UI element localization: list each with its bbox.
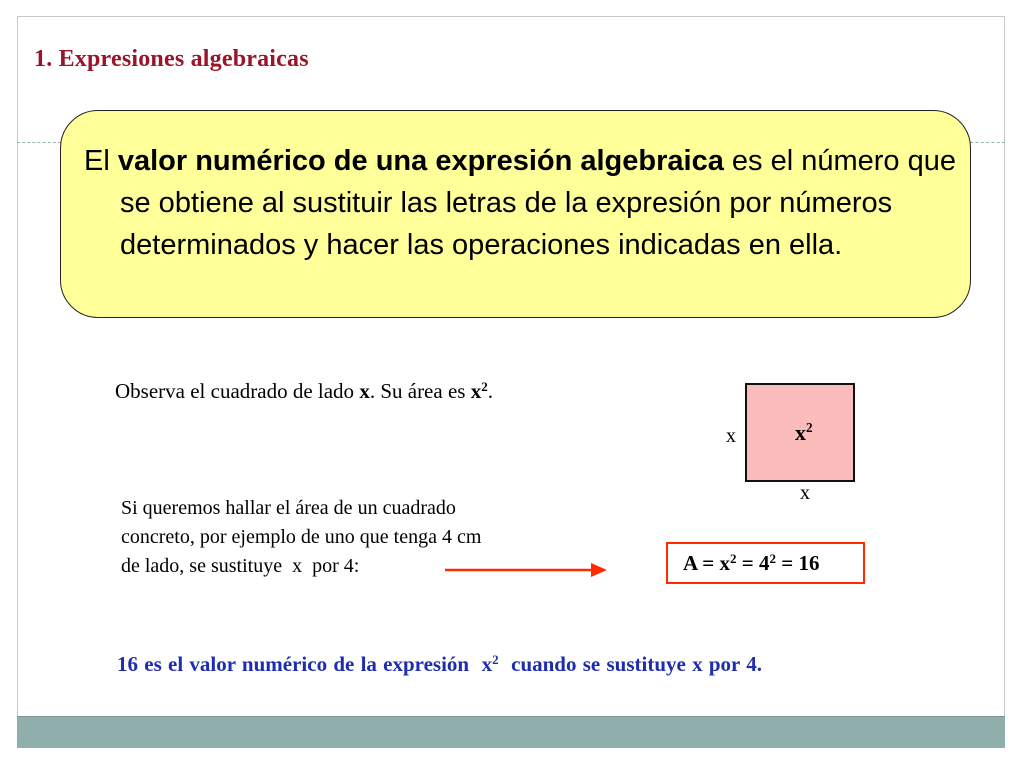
observe-end: . bbox=[487, 379, 493, 404]
observe-sentence bbox=[115, 379, 493, 404]
slide-title: 1. Expresiones algebraicas bbox=[34, 46, 309, 72]
square-area-exponent: 2 bbox=[806, 420, 813, 436]
conclusion-before: 16 es el valor numérico de la expresión x bbox=[117, 652, 493, 677]
arrow-right-icon bbox=[445, 560, 607, 580]
substitution-line-2: concreto, por ejemplo de uno que tenga 4 cm bbox=[121, 526, 482, 548]
observe-text: Observa el cuadrado de lado bbox=[115, 379, 360, 404]
conclusion-after: cuando se sustituye x por 4. bbox=[498, 652, 762, 677]
definition-rest: es el número que se obtiene al sustituir las letras de la expresión por números determinados y hacer las operaciones indicadas en ella. bbox=[120, 145, 956, 261]
observe-area-base: x bbox=[470, 379, 482, 404]
square-area-label bbox=[795, 420, 813, 446]
observe-area-exponent: 2 bbox=[481, 379, 488, 394]
slide-footer-bar bbox=[17, 716, 1005, 748]
observe-variable: x bbox=[359, 379, 370, 404]
formula bbox=[683, 551, 819, 576]
observe-mid: . Su área es bbox=[369, 379, 471, 404]
definition-text bbox=[84, 140, 980, 266]
definition-term: valor numérico de una expresión algebraica bbox=[117, 145, 724, 177]
substitution-line-1: Si queremos hallar el área de un cuadrado bbox=[121, 497, 456, 519]
formula-exponent-1: 2 bbox=[729, 551, 737, 566]
formula-mid: = 4 bbox=[736, 551, 770, 576]
square-side-bottom-label: x bbox=[800, 482, 810, 504]
observe-area bbox=[471, 379, 488, 403]
conclusion-exponent: 2 bbox=[492, 652, 499, 667]
formula-rhs: = 16 bbox=[775, 551, 820, 576]
definition-prefix: El bbox=[84, 145, 118, 177]
formula-lhs: A = x bbox=[683, 551, 730, 576]
formula-exponent-2: 2 bbox=[769, 551, 776, 566]
conclusion-text bbox=[117, 652, 762, 677]
divider-left bbox=[17, 142, 61, 143]
square-area-base: x bbox=[795, 420, 806, 445]
substitution-line-3: de lado, se sustituye x por 4: bbox=[121, 555, 360, 577]
square-side-left-label: x bbox=[726, 425, 736, 447]
